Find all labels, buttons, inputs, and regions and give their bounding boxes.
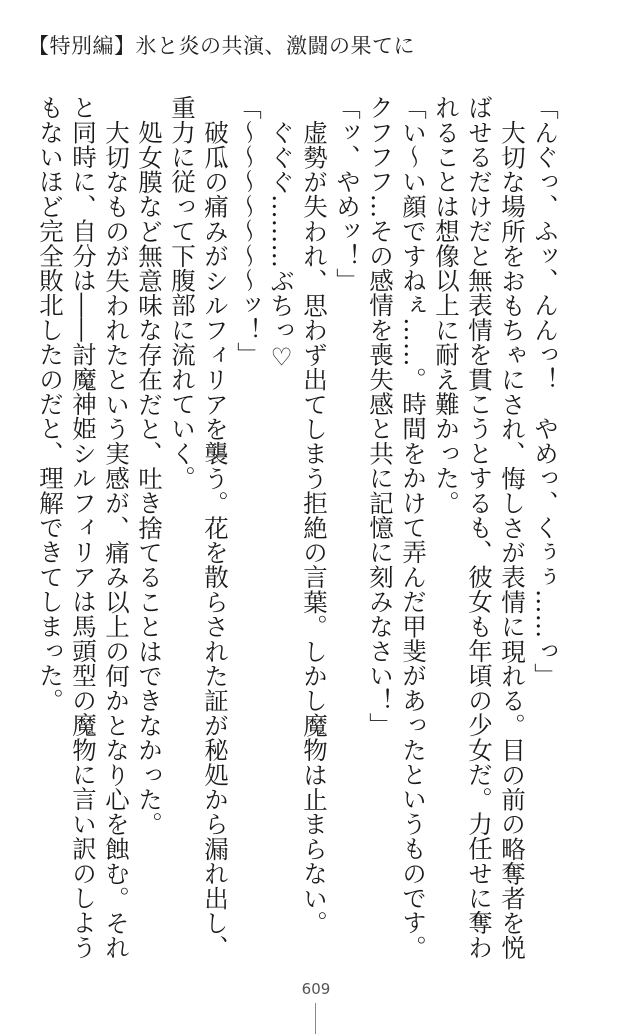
paragraph: 大切な場所をおもちゃにされ、悔しさが表情に現れる。目の前の略奪者を悦ばせるだけだと無表情を貫こうとするも、彼女も年頃の少女だ。力任せに奪われることは想像以上に耐え難かった。 [432, 95, 527, 960]
paragraph: 「い〜い顔ですねぇ……。時間をかけて弄んだ甲斐があったというものです。クフフフ…その感情を喪失感と共に記憶に刻みなさい！」 [366, 95, 428, 960]
paragraph: 「ッ、やめッ！」 [333, 95, 362, 293]
page-number-rule [315, 1003, 316, 1034]
paragraph: 「〜〜〜〜〜〜〜ッ！」 [234, 95, 263, 367]
paragraph: ぐぐぐ………ぶちっ♡ [267, 119, 296, 371]
paragraph: 処女膜など無意味な存在だと、吐き捨てることはできなかった。 [135, 119, 164, 836]
vertical-body-text [34, 95, 562, 975]
paragraph: 「んぐっ、ふッ、んんっ！ やめっ、くぅぅ……っ」 [531, 95, 560, 688]
paragraph: 大切なものが失われたという実感が、痛み以上の何かとなり心を蝕む。それと同時に、自分は――討魔神姫シルフィリアは馬頭型の魔物に言い訳のしようもないほど完全敗北したのだと、理解できてしまった。 [36, 95, 131, 960]
chapter-title: 【特別編】氷と炎の共演、激闘の果てに [28, 34, 415, 58]
paragraph: 破瓜の痛みがシルフィリアを襲う。花を散らされた証が秘処から漏れ出し、重力に従って下腹部に流れていく。 [168, 95, 230, 960]
paragraph: 虚勢が失われ、思わず出てしまう拒絶の言葉。しかし魔物は止まらない。 [300, 119, 329, 935]
page-number: 609 [301, 980, 331, 998]
